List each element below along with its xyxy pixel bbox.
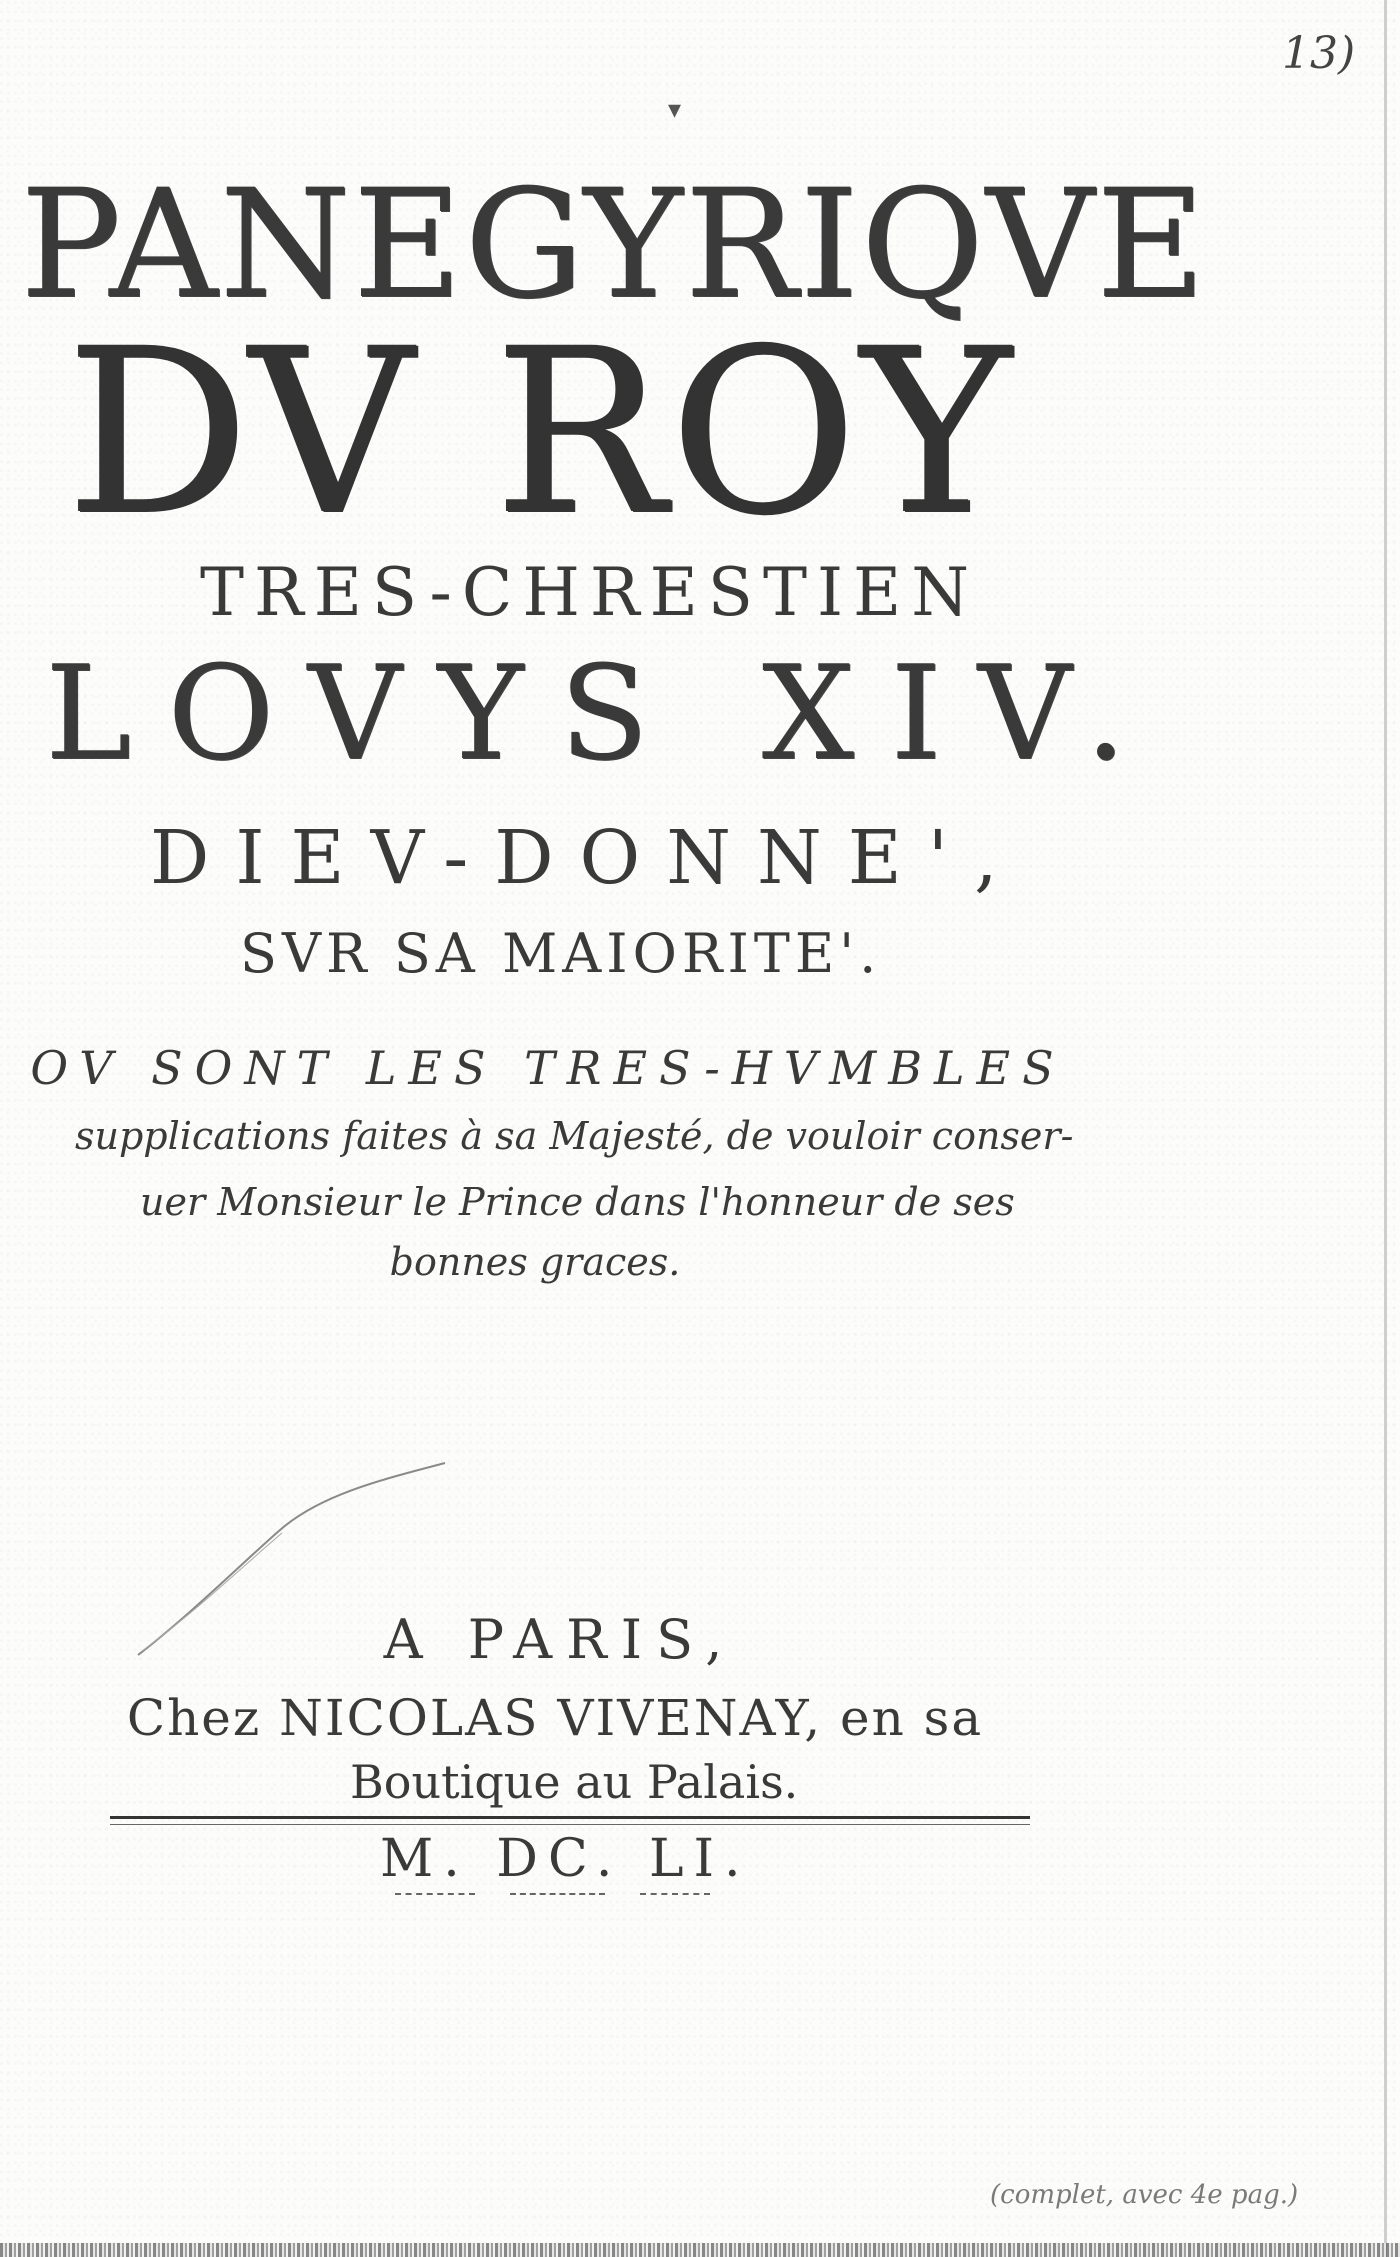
folio-number: 13) — [1282, 28, 1356, 79]
ink-mark: ▾ — [668, 95, 682, 125]
pencil-annotation: (complet, avec 4e pag.) — [990, 2180, 1299, 2210]
subtitle-line-3: uer Monsieur le Prince dans l'honneur de ses — [140, 1180, 1015, 1224]
subtitle-line-1: OV SONT LES TRES-HVMBLES — [30, 1041, 1066, 1095]
title-line-louys-xiv: LOVYS XIV. — [45, 637, 1163, 789]
subtitle-line-2: supplications faites à sa Majesté, de vouloir conser- — [75, 1114, 1074, 1158]
title-line-panegyrique: PANEGYRIQVE — [20, 158, 1208, 332]
title-line-tres-chrestien: TRES-CHRESTIEN — [200, 554, 979, 631]
imprint-date: M. DC. LI. — [380, 1829, 751, 1889]
date-underline — [510, 1893, 605, 1895]
page-edge — [1384, 0, 1387, 2257]
date-underline — [640, 1893, 710, 1895]
imprint-publisher: Chez NICOLAS VIVENAY, en sa — [126, 1689, 984, 1747]
imprint-rule — [110, 1816, 1030, 1819]
subtitle-line-4: bonnes graces. — [389, 1240, 681, 1284]
imprint-place: A PARIS, — [383, 1608, 737, 1671]
title-line-sur-sa-majorite: SVR SA MAIORITE'. — [240, 922, 882, 985]
title-line-du-roy: DV ROY — [65, 299, 1015, 565]
title-line-dieu-donne: DIEV-DONNE', — [150, 815, 1024, 901]
imprint-shop: Boutique au Palais. — [350, 1755, 799, 1809]
scan-border — [0, 2243, 1400, 2257]
imprint-rule-thin — [110, 1824, 1030, 1825]
date-underline — [395, 1893, 475, 1895]
